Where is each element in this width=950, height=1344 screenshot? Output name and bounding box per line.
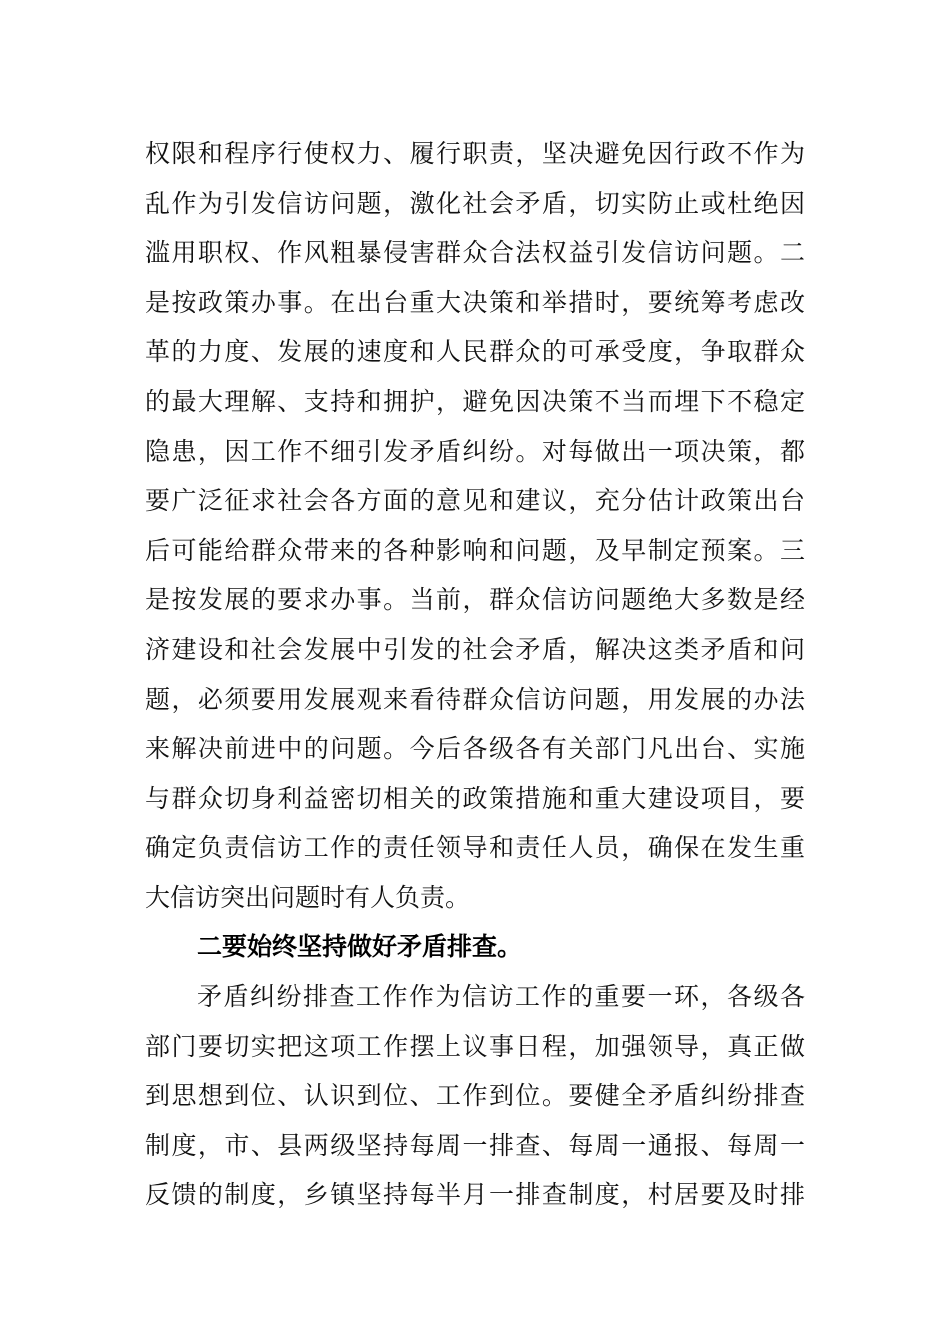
text-line: 与群众切身利益密切相关的政策措施和重大建设项目，要 bbox=[145, 783, 805, 813]
text-line: 革的力度、发展的速度和人民群众的可承受度，争取群众 bbox=[145, 337, 805, 367]
text-line: 乱作为引发信访问题，激化社会矛盾，切实防止或杜绝因 bbox=[145, 188, 805, 218]
text-line: 来解决前进中的问题。今后各级各有关部门凡出台、实施 bbox=[145, 734, 805, 764]
text-line: 滥用职权、作风粗暴侵害群众合法权益引发信访问题。二 bbox=[145, 238, 805, 268]
section-heading: 二要始终坚持做好矛盾排查。 bbox=[197, 932, 523, 961]
text-line: 反馈的制度，乡镇坚持每半月一排查制度，村居要及时排 bbox=[145, 1180, 805, 1210]
text-line: 后可能给群众带来的各种影响和问题，及早制定预案。三 bbox=[145, 535, 805, 565]
text-line: 确定负责信访工作的责任领导和责任人员，确保在发生重 bbox=[145, 833, 805, 863]
text-line: 的最大理解、支持和拥护，避免因决策不当而埋下不稳定 bbox=[145, 387, 805, 416]
text-line: 是按发展的要求办事。当前，群众信访问题绝大多数是经 bbox=[145, 585, 805, 615]
text-line: 济建设和社会发展中引发的社会矛盾，解决这类矛盾和问 bbox=[145, 635, 805, 664]
text-line: 权限和程序行使权力、履行职责，坚决避免因行政不作为 bbox=[145, 139, 805, 168]
text-line: 题，必须要用发展观来看待群众信访问题，用发展的办法 bbox=[145, 684, 805, 714]
text-line: 是按政策办事。在出台重大决策和举措时，要统筹考虑改 bbox=[145, 287, 805, 317]
text-line: 隐患，因工作不细引发矛盾纠纷。对每做出一项决策，都 bbox=[145, 436, 805, 466]
text-line: 大信访突出问题时有人负责。 bbox=[145, 883, 471, 912]
text-line: 部门要切实把这项工作摆上议事日程，加强领导，真正做 bbox=[145, 1031, 805, 1061]
text-line: 制度，市、县两级坚持每周一排查、每周一通报、每周一 bbox=[145, 1130, 805, 1160]
text-line: 到思想到位、认识到位、工作到位。要健全矛盾纠纷排查 bbox=[145, 1081, 805, 1111]
text-line: 要广泛征求社会各方面的意见和建议，充分估计政策出台 bbox=[145, 486, 805, 516]
text-line: 矛盾纠纷排查工作作为信访工作的重要一环，各级各 bbox=[197, 982, 805, 1011]
